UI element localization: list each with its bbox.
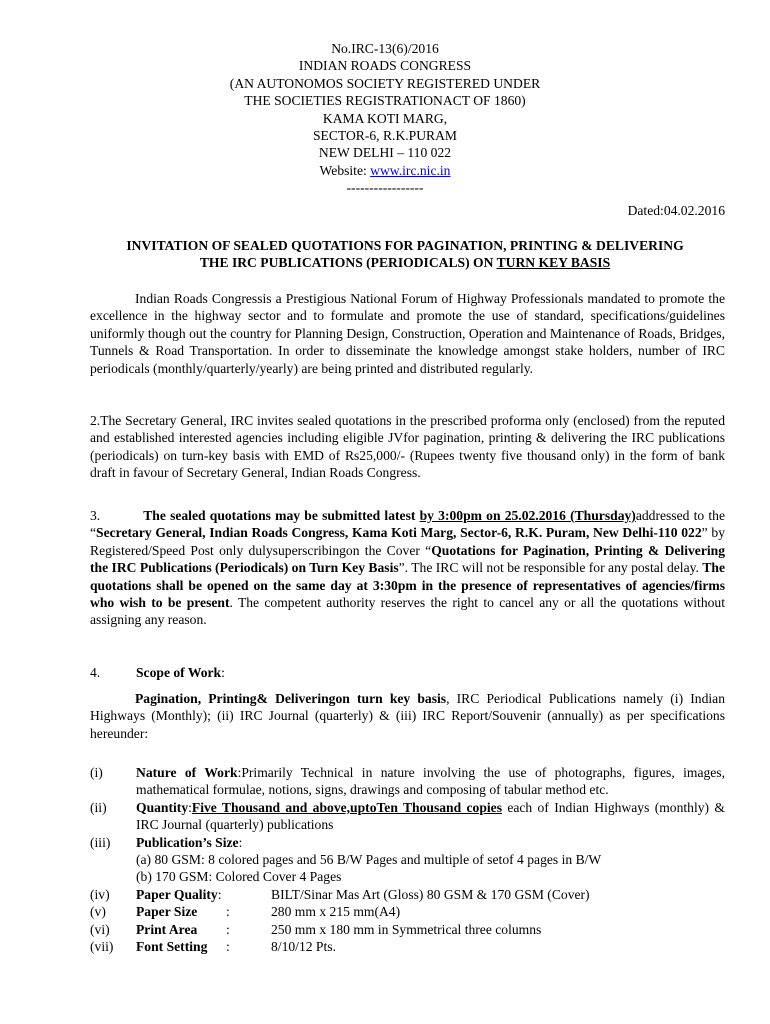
paragraph-3-text-1: addressed to the “ — [90, 508, 725, 541]
item-colon: : — [188, 799, 192, 815]
paragraph-3-bold-1: The sealed quotations may be submitted latest — [143, 508, 420, 523]
society-line-1: (AN AUTONOMOS SOCIETY REGISTERED UNDER — [229, 75, 541, 91]
list-item — [90, 921, 725, 938]
list-item — [90, 799, 725, 834]
website-label: Website: — [319, 162, 371, 178]
item-label: Quantity — [136, 799, 189, 815]
item-colon: : — [226, 921, 230, 937]
title-line-2-text: THE IRC PUBLICATIONS (PERIODICALS) ON — [199, 255, 497, 271]
item-value: BILT/Sinar Mas Art (Gloss) 80 GSM & 170 GSM (Cover) — [271, 886, 590, 902]
item-numeral: (i) — [90, 765, 103, 780]
item-value: 250 mm x 180 mm in Symmetrical three columns — [271, 921, 542, 937]
item-text: :Primarily Technical in nature involving the use of photographs, figures, images, mathematical formulae, notions, signs, drawings and composing of tabular method etc. — [136, 765, 725, 798]
item-numeral: (iv) — [90, 886, 110, 902]
letterhead — [0, 40, 770, 197]
item-label: Print Area — [136, 921, 198, 937]
item-colon: : — [238, 834, 243, 850]
specification-list — [90, 764, 725, 955]
item-colon: : — [226, 939, 230, 955]
title-line-1: INVITATION OF SEALED QUOTATIONS FOR PAGINATION, PRINTING & DELIVERING — [126, 238, 684, 253]
item-label: Nature of Work — [136, 765, 238, 780]
list-item — [90, 834, 725, 886]
list-item — [90, 886, 725, 903]
header-divider: ----------------- — [346, 180, 424, 196]
list-item — [90, 764, 725, 799]
paragraph-3 — [90, 507, 725, 629]
item-sub-b: (b) 170 GSM: Colored Cover 4 Pages — [136, 869, 342, 885]
item-value: 8/10/12 Pts. — [271, 939, 336, 955]
scope-number: 4. — [90, 665, 101, 680]
scope-intro-rest: , IRC Periodical Publications namely (i) Indian Highways (Monthly); (ii) IRC Journal (quarterly) & (iii) IRC Report/Souvenir (annually) as per specifications hereunder: — [90, 691, 725, 741]
address-line-2: SECTOR-6, R.K.PURAM — [312, 127, 458, 143]
item-numeral: (ii) — [90, 799, 107, 815]
list-item — [90, 938, 725, 955]
item-colon: : — [226, 904, 230, 920]
title-underlined: TURN KEY BASIS — [496, 255, 611, 271]
address-line-3: NEW DELHI – 110 022 — [318, 145, 452, 161]
scope-heading — [90, 664, 225, 681]
paragraph-1 — [90, 290, 725, 377]
scope-title: Scope of Work — [136, 665, 222, 680]
item-label: Font Setting — [136, 939, 208, 955]
scope-intro — [90, 690, 725, 742]
cover-superscription: Quotations for Pagination, Printing & Delivering the IRC Publications (Periodicals) on Turn Key Basis — [90, 542, 725, 576]
item-numeral: (vi) — [90, 921, 110, 937]
organization-name: INDIAN ROADS CONGRESS — [298, 58, 472, 74]
item-colon: : — [217, 886, 222, 902]
item-sub-a: (a) 80 GSM: 8 colored pages and 56 B/W Pages and multiple of setof 4 pages in B/W — [136, 852, 602, 868]
website-link[interactable]: www.irc.nic.in — [370, 162, 451, 178]
paragraph-3-text — [90, 507, 725, 629]
item-text: each of Indian Highways (monthly) & IRC Journal (quarterly) publications — [136, 799, 725, 833]
item-label-text: Paper Quality — [136, 886, 218, 902]
date-line: Dated:04.02.2016 — [627, 203, 725, 218]
paragraph-3-text-3: ”. The IRC will not be responsible for any postal delay. — [398, 560, 703, 576]
reference-number: No.IRC-13(6)/2016 — [331, 41, 439, 56]
item-label: Paper Size — [136, 904, 198, 920]
submission-deadline: by 3:00pm on 25.02.2016 (Thursday) — [419, 508, 636, 523]
paragraph-3-text-4: . The competent authority reserves the right to cancel any or all the quotations without assigning any reason. — [90, 595, 725, 628]
address-line-1: KAMA KOTI MARG, — [322, 110, 448, 126]
opening-notice: The quotations shall be opened on the same day at 3:30pm in the presence of representatives of agencies/firms who wish to be present — [90, 560, 725, 611]
item-numeral: (vii) — [90, 939, 114, 955]
list-item — [90, 903, 725, 920]
paragraph-1-text: Indian Roads Congressis a Prestigious National Forum of Highway Professionals mandated to promote the excellence in the highway sector and to formulate and promote the use of standard, specifications/guidelines uniformly though out the country for Planning Design, Construction, Operation and Maintenance of Roads, Bridges, Tunnels & Road Transportation. In order to disseminate the knowledge amongst stake holders, number of IRC periodicals (monthly/quarterly/yearly) are being printed and distributed regularly. — [90, 291, 725, 376]
quantity-value: Five Thousand and above,uptoTen Thousand copies — [191, 799, 502, 815]
title-line-2 — [85, 254, 725, 271]
item-numeral: (iii) — [90, 834, 111, 850]
item-label — [136, 886, 271, 903]
paragraph-2-text: 2.The Secretary General, IRC invites sealed quotations in the prescribed proforma only (enclosed) from the reputed and established interested agencies including eligible JVfor pagination, printing & delivering the IRC publications (periodicals) on turn-key basis with EMD of Rs25,000/- (Rupees twenty five thousand only) in the form of bank draft in favour of Secretary General, Indian Roads Congress. — [90, 413, 725, 481]
scope-colon: : — [221, 665, 225, 680]
society-line-2: THE SOCIETIES REGISTRATIONACT OF 1860) — [244, 93, 526, 109]
paragraph-2 — [90, 412, 725, 482]
item-numeral: (v) — [90, 904, 106, 920]
document-title — [85, 237, 725, 272]
item-value: 280 mm x 215 mm(A4) — [271, 904, 401, 920]
paragraph-3-text-2: ” by Registered/Speed Post only dulysuperscribingon the Cover “ — [90, 525, 725, 558]
website-line — [0, 162, 770, 179]
paragraph-3-number: 3. — [90, 508, 101, 523]
item-label: Publication’s Size — [136, 834, 239, 850]
submission-address: Secretary General, Indian Roads Congress, Kama Koti Marg, Sector-6, R.K. Puram, New Delhi-110 022 — [96, 525, 702, 541]
scope-intro-text — [90, 690, 725, 742]
scope-intro-bold: Pagination, Printing& Deliveringon turn key basis — [135, 691, 447, 706]
